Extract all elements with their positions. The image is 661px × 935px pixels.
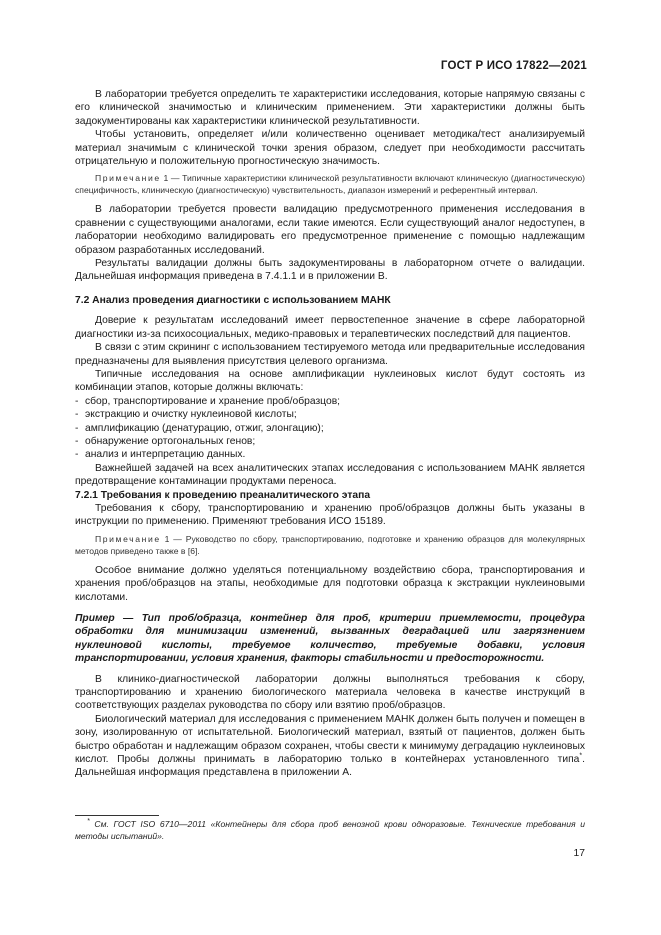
paragraph: Особое внимание должно уделяться потенциальному воздействию сбора, транспортирования и хранения проб/образцов на этапы, необходимые для подготовки образца к экстракции нуклеиновыми кислотами. (75, 564, 585, 603)
section-heading-7-2: 7.2 Анализ проведения диагностики с использованием МАНК (75, 294, 391, 306)
paragraph: Результаты валидации должны быть задокументированы в лабораторном отчете о валидации. Дальнейшая информация приведена в 7.4.1.1 и в приложении В. (75, 258, 585, 283)
paragraph: В лаборатории требуется определить те характеристики исследования, которые напрямую связаны с его клинической значимостью и клиническим применением. Эти характеристики должны быть задокументированы как характеристики клинической результативности. (75, 89, 585, 127)
footnote (75, 818, 585, 842)
list-item: - экстракцию и очистку нуклеиновой кислоты; (75, 409, 297, 421)
note-label: Примечание (95, 173, 161, 184)
note-text: 1 — Руководство по сбору, транспортированию, подготовке и хранению образцов для молекулярных методов приведено также в [6]. (75, 533, 586, 556)
document-code-header: ГОСТ Р ИСО 17822—2021 (440, 60, 587, 72)
paragraph: В клинико-диагностической лаборатории должны выполняться требования к сбору, транспортированию и хранению биологического материала человека в качестве инструкций в соответствующих разделах руководства по сбору или взятию проб/образцов. (75, 673, 585, 712)
paragraph: В связи с этим скрининг с использованием тестируемого метода или предварительные исследования предназначены для выявления присутствия целевого организма. (75, 342, 585, 367)
note-label: Примечание (95, 533, 161, 544)
footnote-marker: * (87, 818, 90, 826)
note (75, 533, 585, 557)
paragraph: Требования к сбору, транспортированию и хранению проб/образцов должны быть указаны в инструкции по применению. Применяют требования ИСО 15189. (75, 502, 585, 528)
footnote-reference: * (579, 752, 583, 760)
page-number: 17 (573, 848, 585, 859)
list-item: - амплификацию (денатурацию, отжиг, элонгацию); (75, 422, 324, 434)
note (75, 172, 585, 196)
footnote-text: См. ГОСТ ISO 6710—2011 «Контейнеры для сбора проб венозной крови одноразовые. Технические требования и методы испытаний». (75, 819, 585, 841)
paragraph: Типичные исследования на основе амплификации нуклеиновых кислот будут состоять из комбинации этапов, которые должны включать: (75, 368, 585, 394)
example-paragraph: Пример — Тип проб/образца, контейнер для проб, критерии приемлемости, процедура обработки для минимизации изменений, вызванных деградацией или загрязнением нуклеиновой кислоты, требуемое количество, требуемые добавки, условия транспортировании, условия хранения, факторы стабильности и предосторожности. (75, 613, 585, 665)
note-text: 1 — Типичные характеристики клинической результативности включают клиническую (диагностическую) специфичность, клиническую (диагностическую) чувствительность, диапазон измерений и референтный интервал. (75, 173, 586, 196)
paragraph: В лаборатории требуется провести валидацию предусмотренного применения исследования в сравнении с существующими аналогами, если такие имеются. Если существующий аналог недоступен, в лаборатории необходимо валидировать его предусмотренное применение с помощью надлежащим образом разработанных исследований. (75, 204, 585, 256)
list-item: - анализ и интерпретацию данных. (75, 449, 246, 461)
subsection-heading-7-2-1: 7.2.1 Требования к проведению преаналитического этапа (75, 489, 371, 501)
footnote-separator (75, 815, 159, 816)
list-item: - сбор, транспортирование и хранение проб/образцов; (75, 395, 341, 407)
list-item: - обнаружение ортогональных генов; (75, 435, 256, 447)
page-body (75, 88, 585, 780)
paragraph: Чтобы установить, определяет и/или количественно оценивает методика/тест анализируемый материал значимым с клинической точки зрения образом, следует при необходимости рассчитать отрицательную и положительную прогностическую значимость. (75, 129, 585, 168)
paragraph: Доверие к результатам исследований имеет первостепенное значение в сфере лабораторной диагностики из-за психосоциальных, медико-правовых и терапевтических последствий для пациентов. (75, 315, 585, 340)
paragraph: Биологический материал для исследования с применением МАНК должен быть получен и помещен в зону, изолированную от испытательной. Биологический материал, взятый от пациентов, должен быть быстро обработан и надлежащим образом сохранен, чтобы свести к минимуму деградацию нуклеиновых кислот. Пробы должны принимать в лабораторию только в контейнерах установленного типа*. Дальнейшая информация представлена в приложении А. (75, 713, 585, 779)
paragraph: Важнейшей задачей на всех аналитических этапах исследования с использованием МАНК является предотвращение контаминации продуктами переноса. (75, 462, 585, 488)
